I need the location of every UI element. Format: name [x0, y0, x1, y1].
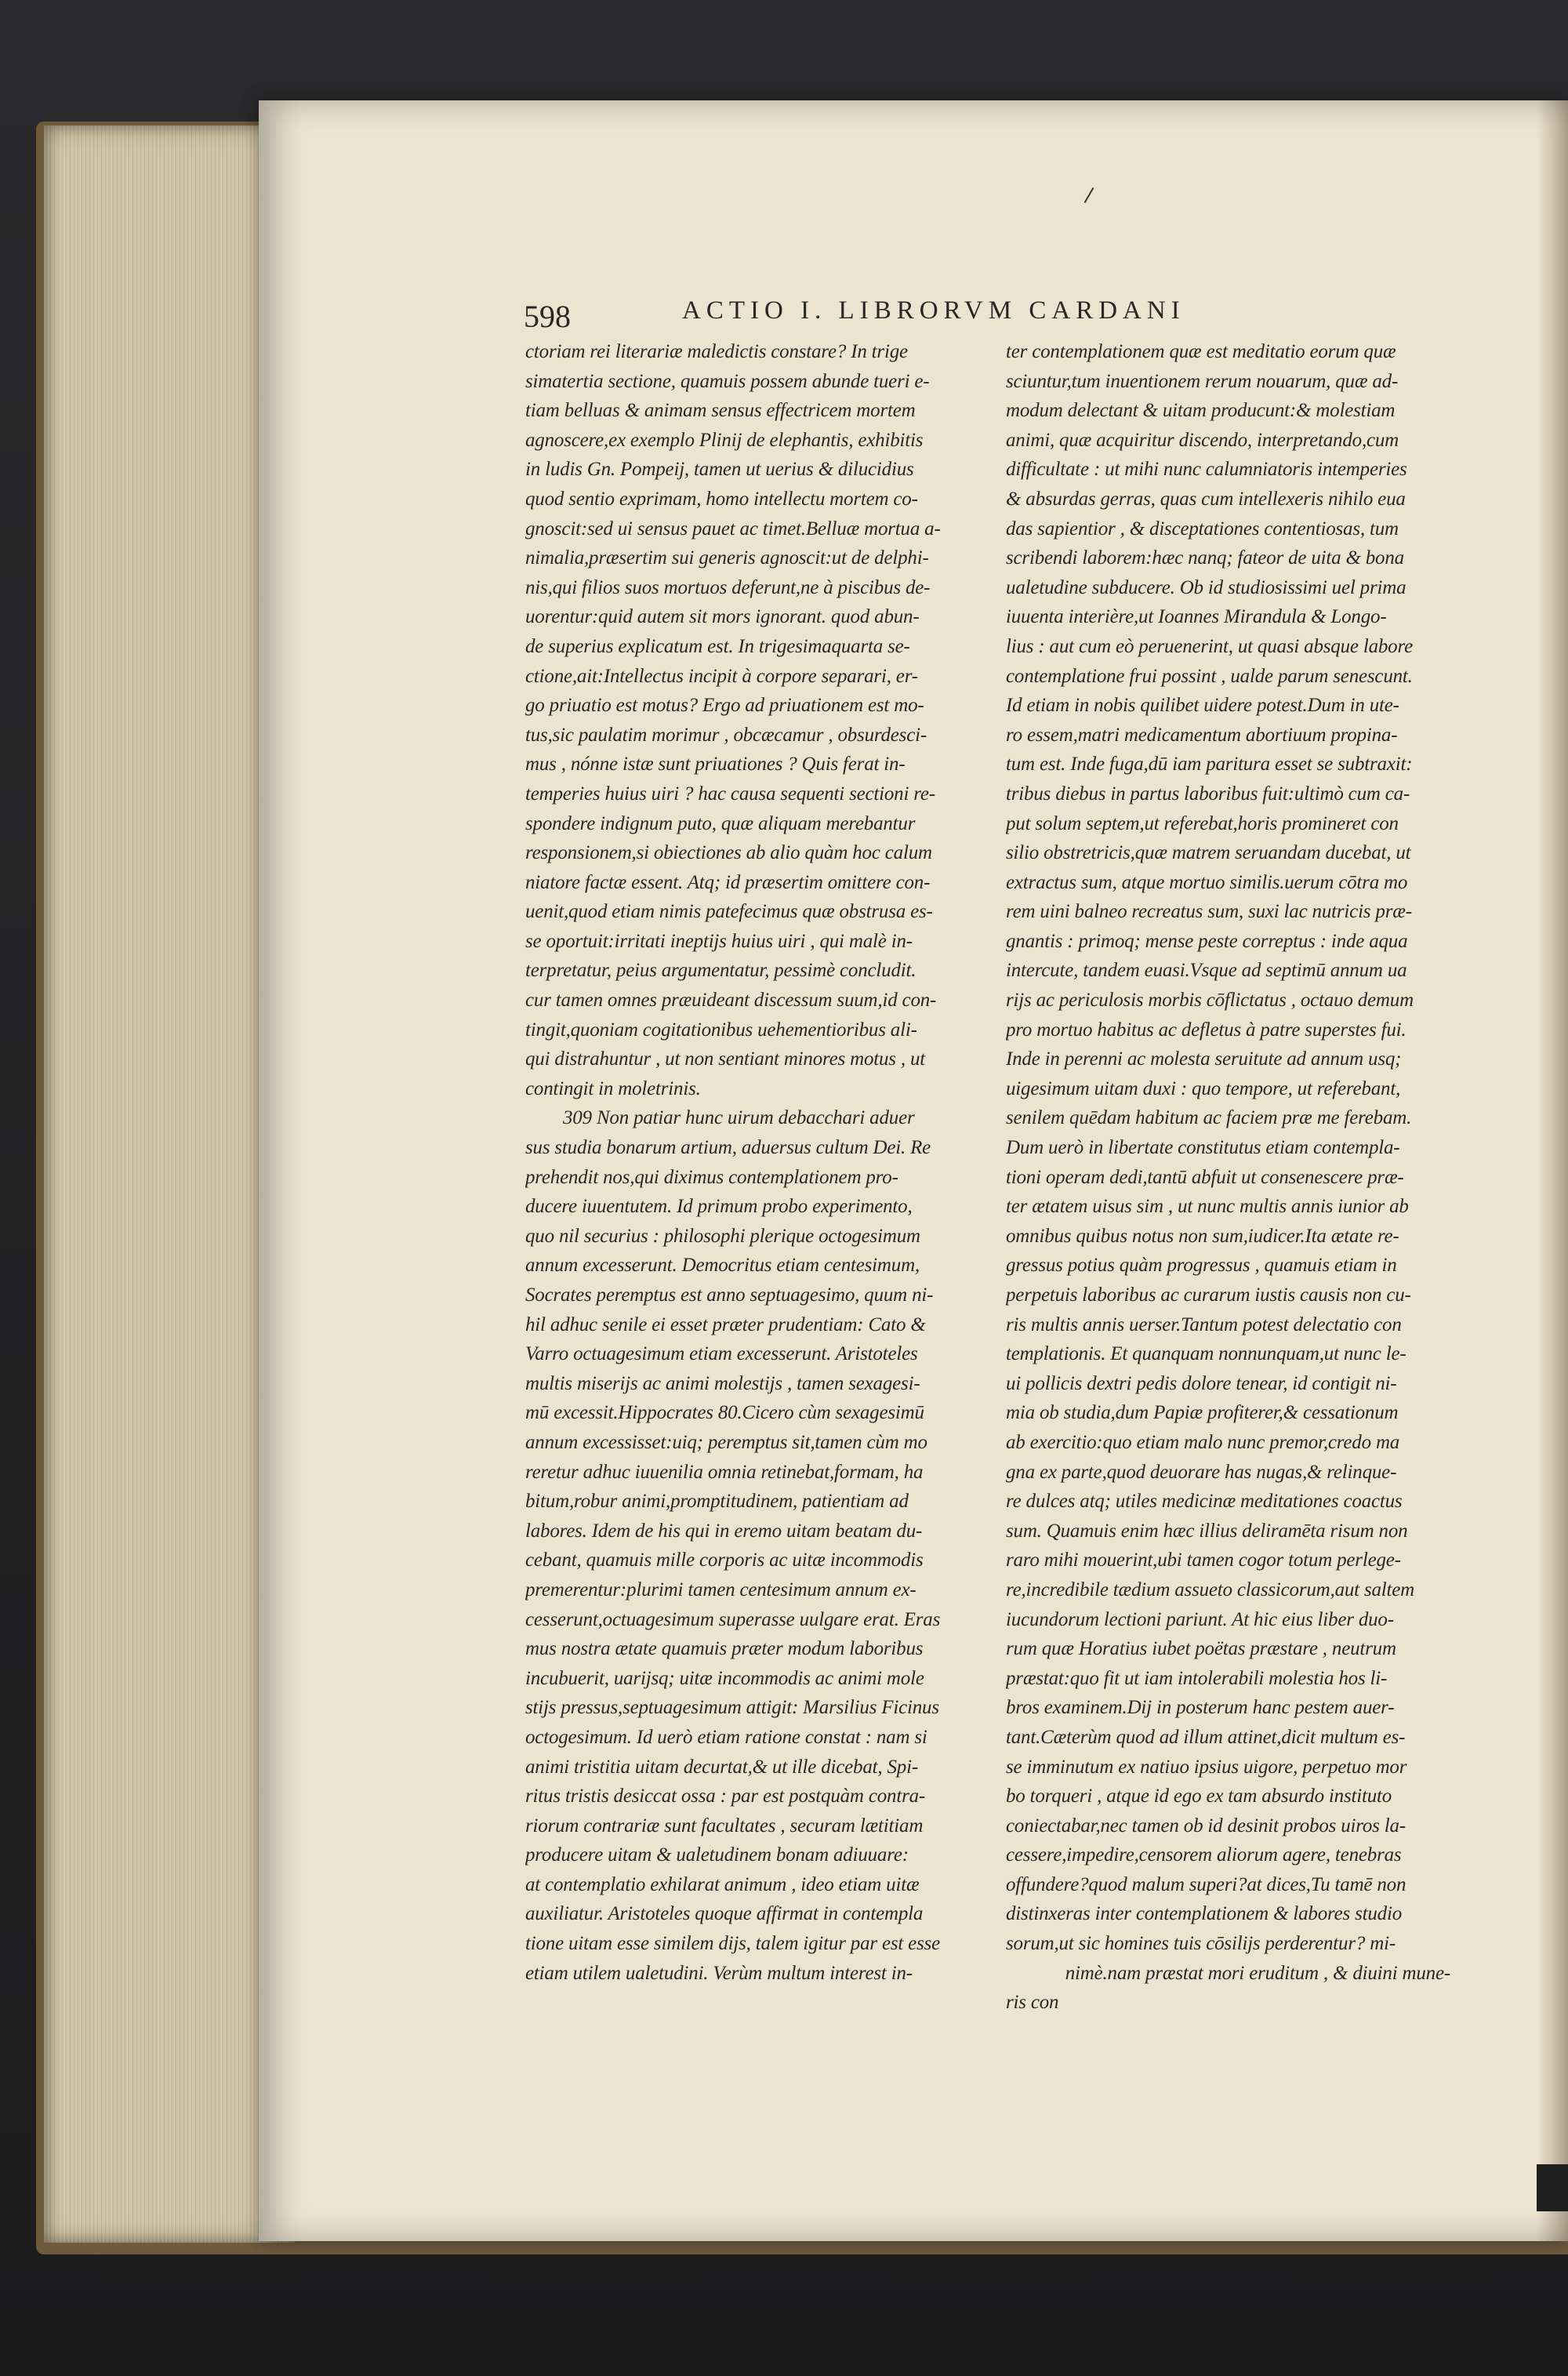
text-line: silio obstretricis,quæ matrem seruandam ducebat, ut	[1006, 842, 1411, 864]
text-line: premerentur:plurimi tamen centesimum annum ex-	[525, 1579, 916, 1600]
text-line: reretur adhuc iuuenilia omnia retinebat,formam, ha	[525, 1461, 924, 1483]
text-line: tum est. Inde fuga,dū iam paritura esset se subtraxit:	[1006, 754, 1413, 776]
page-number: 598	[524, 299, 571, 334]
text-line: auxiliatur. Aristoteles quoque affirmat in contempla	[525, 1903, 924, 1925]
text-line: se oportuit:irritati ineptijs huius uiri , qui malè in-	[525, 930, 913, 952]
text-line: contingit in moletrinis.	[525, 1077, 701, 1099]
text-line: das sapientior , & disceptationes contentiosas, tum	[1006, 518, 1399, 540]
text-line: Socrates peremptus est anno septuagesimo, quum ni-	[525, 1284, 934, 1306]
text-line: ducere iuuentutem. Id primum probo experimento,	[525, 1196, 913, 1218]
text-line: coniectabar,nec tamen ob id desinit probos uiros la-	[1006, 1815, 1406, 1836]
text-line: rem uini balneo recreatus sum, suxi lac nutricis præ-	[1006, 901, 1412, 923]
text-line: modum delectant & uitam producunt:& molestiam	[1006, 400, 1396, 422]
text-line: gnoscit:sed ui sensus pauet ac timet.Belluæ mortua a-	[525, 518, 941, 540]
text-line: de superius explicatum est. In trigesimaquarta se-	[525, 635, 910, 657]
text-line: sum. Quamuis enim hæc illius deliramēta risum non	[1006, 1520, 1408, 1542]
text-line: spondere indignum puto, quæ aliquam merebantur	[525, 812, 916, 834]
running-head: ACTIO I. LIBRORVM CARDANI	[682, 296, 1185, 325]
text-line: quo nil securius : philosophi plerique octogesimum	[525, 1225, 920, 1247]
text-line: responsionem,si obiectiones ab alio quàm hoc calum	[525, 842, 932, 864]
text-line: multis miserijs ac animi molestijs , tamen sexagesi-	[525, 1372, 920, 1394]
page-shadow	[1537, 100, 1568, 2241]
text-line: ro essem,matri medicamentum abortiuum propina-	[1006, 724, 1398, 746]
text-line: mus nostra ætate quamuis præter modum laboribus	[525, 1638, 924, 1660]
text-line: riorum contrariæ sunt facultates , securam lætitiam	[525, 1815, 924, 1836]
text-line: go priuatio est motus? Ergo ad priuationem est mo-	[525, 695, 924, 717]
page-block-edge	[44, 125, 295, 2243]
text-line: tribus diebus in partus laboribus fuit:ultimò cum ca-	[1006, 783, 1410, 805]
text-line: mus , nónne istæ sunt priuationes ? Quis ferat in-	[525, 754, 906, 776]
text-line: agnoscere,ex exemplo Plinij de elephantis, exhibitis	[525, 429, 924, 451]
text-line: ris con	[1006, 1992, 1059, 2014]
text-line: rijs ac periculosis morbis cōflictatus , octauo demum	[1006, 990, 1414, 1012]
text-line: terpretatur, peius argumentatur, pessimè concludit.	[525, 960, 916, 982]
text-line: iucundorum lectioni pariunt. At hic eius liber duo-	[1006, 1608, 1394, 1630]
text-line: bros examinem.Dij in posterum hanc pestem auer-	[1006, 1697, 1395, 1719]
corner-shadow	[1537, 2164, 1568, 2211]
text-line: gna ex parte,quod deuorare has nugas,& relinque-	[1006, 1461, 1397, 1483]
text-line: pro mortuo habitus ac defletus à patre superstes fui.	[1006, 1019, 1406, 1041]
text-line: gnantis : primoq; mense peste correptus : inde aqua	[1006, 930, 1408, 952]
text-line: cur tamen omnes præuideant discessum suum,id con-	[525, 990, 937, 1012]
text-line: re dulces atq; utiles medicinæ meditationes coactus	[1006, 1491, 1403, 1513]
text-line: animi tristitia uitam decurtat,& ut ille dicebat, Spi-	[525, 1756, 918, 1778]
text-line: uenit,quod etiam nimis patefecimus quæ obstrusa es-	[525, 901, 933, 923]
text-line: simatertia sectione, quamuis possem abunde tueri e-	[525, 370, 930, 392]
text-line: octogesimum. Id uerò etiam ratione constat : nam si	[525, 1726, 927, 1748]
text-line: tiam belluas & animam sensus effectricem mortem	[525, 400, 916, 422]
text-line: sorum,ut sic homines tuis cōsilijs perderentur? mi-	[1006, 1933, 1396, 1955]
text-line: prehendit nos,qui diximus contemplationem pro-	[525, 1166, 898, 1188]
text-line: ui pollicis dextri pedis dolore tenear, id contigit ni-	[1006, 1372, 1397, 1394]
text-line: quod sentio exprimam, homo intellectu mortem co-	[525, 488, 918, 510]
text-line: cesserunt,octuagesimum superasse uulgare erat. Eras	[525, 1608, 941, 1630]
right-text-column	[1006, 337, 1465, 2018]
text-line: niatore factæ essent. Atq; id præsertim omittere con-	[525, 871, 931, 893]
text-line: put solum septem,ut referebat,horis promineret con	[1006, 812, 1399, 834]
page-edge-stamp	[74, 848, 212, 1019]
text-line: animi, quæ acquiritur discendo, interpretando,cum	[1006, 429, 1399, 451]
text-line: ritus tristis desiccat ossa : par est postquàm contra-	[525, 1786, 926, 1807]
text-line: uigesimum uitam duxi : quo tempore, ut referebant,	[1006, 1077, 1401, 1099]
text-line: Inde in perenni ac molesta seruitute ad annum usq;	[1006, 1048, 1402, 1070]
text-line: raro mihi mouerint,ubi tamen cogor totum perlege-	[1006, 1549, 1401, 1571]
text-line: tus,sic paulatim morimur , obcæcamur , obsurdesci-	[525, 724, 927, 746]
text-line: Dum uerò in libertate constitutus etiam contempla-	[1006, 1137, 1400, 1159]
text-line: Id etiam in nobis quilibet uidere potest.Dum in ute-	[1006, 695, 1399, 717]
text-line: bitum,robur animi,promptitudinem, patientiam ad	[525, 1491, 909, 1513]
text-line: senilem quēdam habitum ac faciem præ me ferebam.	[1006, 1107, 1412, 1129]
text-line: scribendi laborem:hæc nanq; fateor de uita & bona	[1006, 547, 1404, 569]
text-line: nimalia,præsertim sui generis agnoscit:ut de delphi-	[525, 547, 929, 569]
text-line: & absurdas gerras, quas cum intellexeris nihilo eua	[1006, 488, 1406, 510]
text-line: gressus potius quàm progressus , quamuis etiam in	[1006, 1255, 1397, 1277]
text-line: uorentur:quid autem sit mors ignorant. quod abun-	[525, 606, 920, 628]
text-line: annum excesserunt. Democritus etiam centesimum,	[525, 1255, 920, 1277]
text-line: templationis. Et quanquam nonnunquam,ut nunc le-	[1006, 1343, 1406, 1365]
text-line: sciuntur,tum inuentionem rerum nouarum, quæ ad-	[1006, 370, 1399, 392]
text-line: rum quæ Horatius iubet poëtas præstare , neutrum	[1006, 1638, 1396, 1660]
text-line: cessere,impedire,censorem aliorum agere, tenebras	[1006, 1844, 1402, 1866]
text-line: extractus sum, atque mortuo similis.uerum cōtra mo	[1006, 871, 1408, 893]
text-line: in ludis Gn. Pompeij, tamen ut uerius & dilucidius	[525, 459, 914, 481]
text-line: sus studia bonarum artium, aduersus cultum Dei. Re	[525, 1137, 931, 1159]
text-line: bo torqueri , atque id ego ex tam absurdo instituto	[1006, 1786, 1392, 1807]
text-line: distinxeras inter contemplationem & labores studio	[1006, 1903, 1403, 1925]
text-line: intercute, tandem euasi.Vsque ad septimū annum ua	[1006, 960, 1407, 982]
text-line: omnibus quibus notus non sum,iudicer.Ita ætate re-	[1006, 1225, 1399, 1247]
text-line: ctoriam rei literariæ maledictis constare? In trige	[525, 341, 908, 362]
text-line: contemplatione frui possint , ualde parum senescunt.	[1006, 665, 1413, 687]
text-line: cebant, quamuis mille corporis ac uitæ incommodis	[525, 1549, 924, 1571]
text-line: etiam utilem ualetudini. Verùm multum interest in-	[525, 1962, 913, 1984]
text-line: mia ob studia,dum Papiæ profiterer,& cessationum	[1006, 1402, 1399, 1424]
text-line: labores. Idem de his qui in eremo uitam beatam du-	[525, 1520, 923, 1542]
text-line: 309 Non patiar hunc uirum debacchari aduer	[563, 1107, 915, 1129]
text-line: iuuenta interière,ut Ioannes Mirandula & Longo-	[1006, 606, 1387, 628]
text-line: producere uitam & ualetudinem bonam adiuuare:	[525, 1844, 909, 1866]
text-line: ctione,ait:Intellectus incipit à corpore separari, er-	[525, 665, 918, 687]
text-line: tione uitam esse similem dijs, talem igitur par est esse	[525, 1933, 941, 1955]
text-line: mū excessit.Hippocrates 80.Cicero cùm sexagesimū	[525, 1402, 924, 1424]
text-line: tioni operam dedi,tantū abfuit ut consenescere præ-	[1006, 1166, 1404, 1188]
text-line: ter contemplationem quæ est meditatio eorum quæ	[1006, 341, 1396, 362]
text-line: Varro octuagesimum etiam excesserunt. Aristoteles	[525, 1343, 918, 1365]
text-line: lius : aut cum eò peruenerint, ut quasi absque labore	[1006, 635, 1413, 657]
text-line: stijs pressus,septuagesimum attigit: Marsilius Ficinus	[525, 1697, 939, 1719]
text-line: nis,qui filios suos mortuos deferunt,ne à piscibus de-	[525, 576, 931, 598]
text-line: re,incredibile tædium assueto classicorum,aut saltem	[1006, 1579, 1415, 1600]
text-line: ab exercitio:quo etiam malo nunc premor,credo ma	[1006, 1431, 1400, 1453]
text-line: ris multis annis uerser.Tantum potest delectatio con	[1006, 1313, 1402, 1335]
text-line: ualetudine subducere. Ob id studiosissimi uel prima	[1006, 576, 1406, 598]
text-line: nimè.nam præstat mori eruditum , & diuini mune-	[1065, 1962, 1450, 1984]
text-line: ter ætatem uisus sim , ut nunc multis annis iunior ab	[1006, 1196, 1409, 1218]
text-line: annum excessisset:uiq; peremptus sit,tamen cùm mo	[525, 1431, 927, 1453]
text-line: perpetuis laboribus ac curarum iustis causis non cu-	[1006, 1284, 1411, 1306]
text-line: præstat:quo fit ut iam intolerabili molestia hos li-	[1006, 1667, 1388, 1689]
text-line: difficultate : ut mihi nunc calumniatoris intemperies	[1006, 459, 1407, 481]
left-text-column	[525, 337, 984, 1988]
text-line: hil adhuc senile ei esset præter prudentiam: Cato &	[525, 1313, 926, 1335]
text-line: temperies huius uiri ? hac causa sequenti sectioni re-	[525, 783, 935, 805]
text-line: incubuerit, uarijsq; uitæ incommodis ac animi mole	[525, 1667, 924, 1689]
text-line: tant.Cæterùm quod ad illum attinet,dicit multum es-	[1006, 1726, 1406, 1748]
text-line: qui distrahuntur , ut non sentiant minores motus , ut	[525, 1048, 926, 1070]
text-line: se imminutum ex natiuo ipsius uigore, perpetuo mor	[1006, 1756, 1407, 1778]
text-line: tingit,quoniam cogitationibus uehementioribus ali-	[525, 1019, 917, 1041]
text-line: at contemplatio exhilarat animum , ideo etiam uitæ	[525, 1873, 920, 1895]
text-line: offundere?quod malum superi?at dices,Tu tamē non	[1006, 1873, 1406, 1895]
